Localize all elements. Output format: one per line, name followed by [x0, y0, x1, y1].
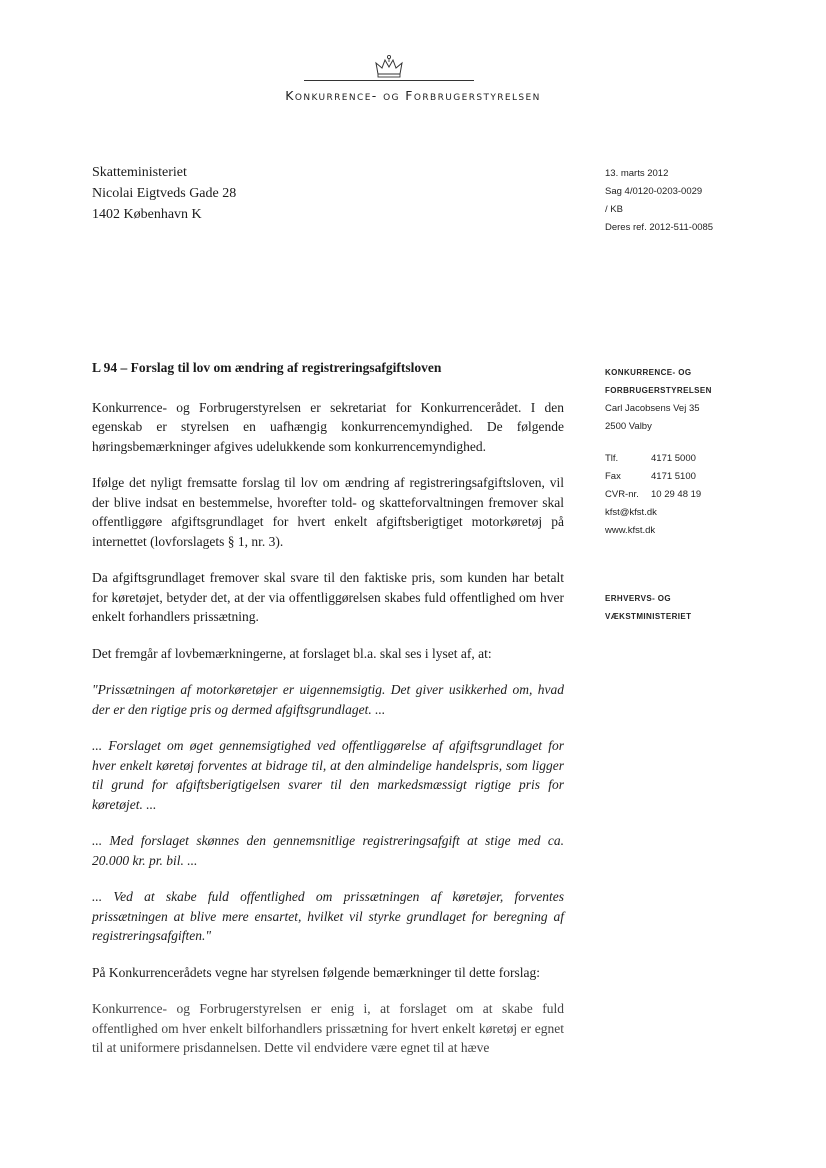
- paragraph: Det fremgår af lovbemærkningerne, at forslaget bl.a. skal ses i lyset af, at:: [92, 645, 492, 661]
- letter-meta: [605, 165, 713, 237]
- cvr-label: CVR-nr.: [605, 489, 639, 500]
- quote-paragraph: ... Med forslaget skønnes den gennemsnitlige registreringsafgift at stige med ca. 20.000 kr. pr. bil. ...: [92, 833, 564, 868]
- ministry-line: ERHVERVS- OG: [605, 594, 671, 603]
- sender-sidebar: [605, 364, 712, 621]
- sidebar-fax: [605, 468, 712, 486]
- case-number: Sag 4/0120-0203-0029: [605, 186, 703, 197]
- sidebar-cvr: [605, 486, 712, 504]
- paragraph: Konkurrence- og Forbrugerstyrelsen er enig i, at forslaget om at skabe fuld offentlighed om hver enkelt bilforhandlers prissætning for hvert enkelt køretøj er egnet til at uniformere prisdannelsen. Dette vil endvidere være egnet til at hæve: [92, 1001, 564, 1055]
- address-line: Nicolai Eigtveds Gade 28: [92, 186, 237, 201]
- letter-body: [92, 358, 564, 1075]
- phone-label: Tlf.: [605, 453, 619, 464]
- ministry-line: VÆKSTMINISTERIET: [605, 612, 692, 621]
- sidebar-street: Carl Jacobsens Vej 35: [605, 403, 700, 414]
- initials: / KB: [605, 204, 623, 215]
- royal-crown-icon: [372, 54, 406, 80]
- quote-paragraph: "Prissætningen af motorkøretøjer er uigennemsigtig. Det giver usikkerhed om, hvad der er den rigtige pris og dermed afgiftsgrundlaget. ...: [92, 682, 564, 717]
- cvr-value: 10 29 48 19: [651, 489, 702, 500]
- paragraph: Da afgiftsgrundlaget fremover skal svare til den faktiske pris, som kunden har betalt for køretøjet, betyder det, at der via offentliggørelsen skabes fuld offentlighed om hver enkelt forhandlers prissætning.: [92, 570, 564, 624]
- quote-paragraph: ... Forslaget om øget gennemsigtighed ved offentliggørelse af afgiftsgrundlaget for hver enkelt køretøj forventes at bidrage til, at den almindelige handelspris, som ligger til grund for afgiftsberigtigelsen svarer til den markedsmæssigt rigtige pris for køretøjet. ...: [92, 738, 564, 812]
- paragraph: Ifølge det nyligt fremsatte forslag til lov om ændring af registreringsafgiftsloven, vil der blive indsat en bestemmelse, hvorefter told- og skatteforvaltningen fremover skal offentliggøre afgiftsgrundlaget for hvert enkelt afgiftsberigtiget motorkøretøj på internettet (lovforslagets § 1, nr. 3).: [92, 475, 564, 549]
- fax-value: 4171 5100: [651, 471, 696, 482]
- recipient-address: [92, 162, 236, 225]
- sidebar-web: www.kfst.dk: [605, 525, 656, 536]
- paragraph: Konkurrence- og Forbrugerstyrelsen er sekretariat for Konkurrencerådet. I den egenskab er styrelsen en uafhængig konkurrencemyndighed. De følgende høringsbemærkninger afgives udelukkende som konkurrencemyndighed.: [92, 399, 564, 454]
- sidebar-email: kfst@kfst.dk: [605, 507, 657, 518]
- letter-subject: L 94 – Forslag til lov om ændring af registreringsafgiftsloven: [92, 360, 442, 375]
- sidebar-org-line: KONKURRENCE- OG: [605, 368, 692, 377]
- letter-date: 13. marts 2012: [605, 168, 669, 179]
- organization-name: Konkurrence- og Forbrugerstyrelsen: [285, 88, 541, 103]
- quote-paragraph: ... Ved at skabe fuld offentlighed om prissætningen af køretøjer, forventes prissætningen at blive mere ensartet, hvilket vil styrke grundlaget for beregning af registreringsafgiften.": [92, 889, 564, 943]
- sidebar-city: 2500 Valby: [605, 421, 652, 432]
- address-line: 1402 København K: [92, 207, 202, 222]
- ministry-block: [605, 590, 805, 626]
- paragraph: På Konkurrencerådets vegne har styrelsen følgende bemærkninger til dette forslag:: [92, 964, 540, 980]
- fax-label: Fax: [605, 471, 621, 482]
- sidebar-phone: [605, 450, 712, 468]
- your-reference: Deres ref. 2012-511-0085: [605, 222, 714, 233]
- sidebar-org-line: FORBRUGERSTYRELSEN: [605, 386, 712, 395]
- phone-value: 4171 5000: [651, 453, 696, 464]
- letterhead-rule: [304, 80, 474, 81]
- address-line: Skatteministeriet: [92, 165, 187, 180]
